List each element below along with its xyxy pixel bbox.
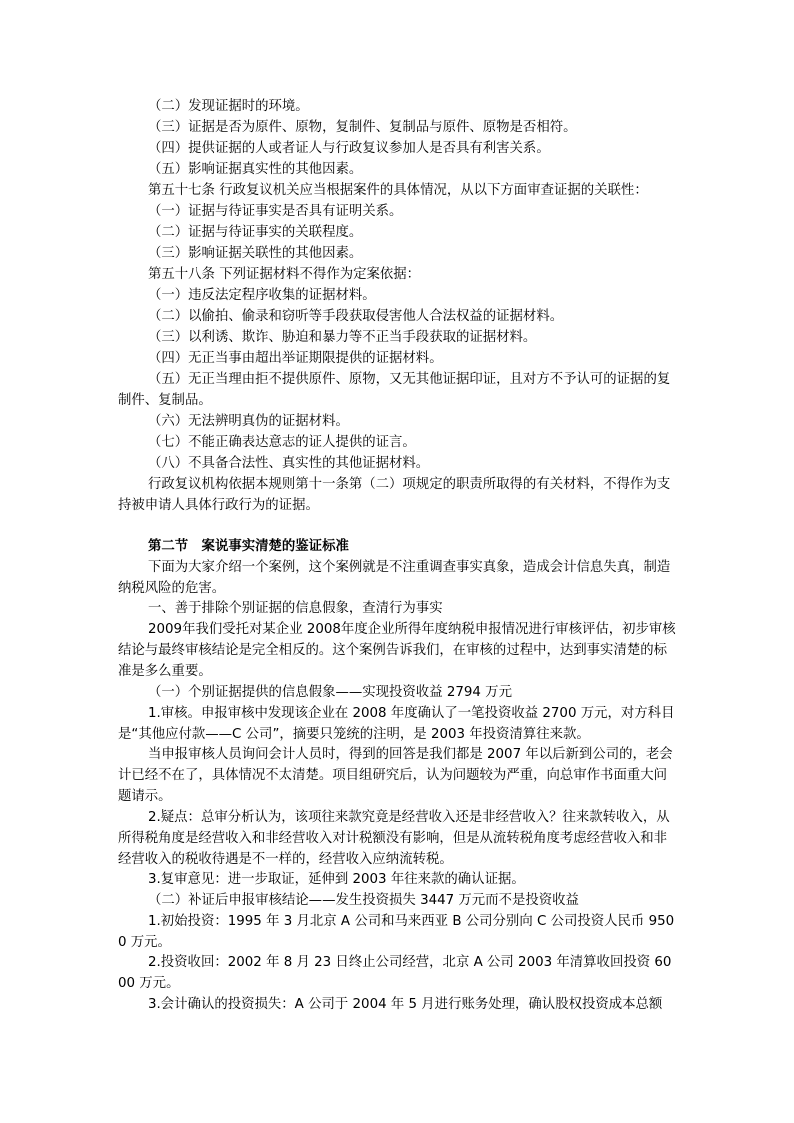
excluded-item-3: （三）以利诱、欺诈、胁迫和暴力等不正当手段获取的证据材料。	[148, 330, 537, 345]
investment-step-3: 3.会计确认的投资损失：A 公司于 2004 年 5 月进行账务处理，确认股权投资成本总额	[148, 997, 663, 1012]
excluded-item-1: （一）违反法定程序收集的证据材料。	[148, 288, 376, 303]
agency-materials-paragraph: 行政复议机构依据本规则第十一条第（二）项规定的职责所取得的有关材料，不得作为支持被申请人具体行政行为的证据。	[118, 477, 671, 513]
condition-item-3: （三）证据是否为原件、原物，复制件、复制品与原件、原物是否相符。	[148, 120, 577, 135]
condition-item-2: （二）发现证据时的环境。	[148, 99, 309, 114]
case-point-1: 一、善于排除个别证据的信息假象，查清行为事实	[148, 601, 443, 616]
excluded-item-5: （五）无正当理由拒不提供原件、原物，又无其他证据印证，且对方不予认可的证据的复制件、复制品。	[118, 372, 671, 408]
section-heading: 第二节 案说事实清楚的鉴证标准	[148, 539, 349, 554]
excluded-item-7: （七）不能正确表达意志的证人提供的证言。	[148, 435, 416, 450]
case-intro: 下面为大家介绍一个案例，这个案例就是不注重调查事实真象，造成会计信息失真，制造纳税风险的危害。	[118, 560, 671, 596]
investment-step-2: 2.投资收回：2002 年 8 月 23 日终止公司经营，北京 A 公司 2003 年清算收回投资 6000 万元。	[118, 955, 672, 991]
relevance-item-2: （二）证据与待证事实的关联程度。	[148, 225, 363, 240]
relevance-item-1: （一）证据与待证事实是否具有证明关系。	[148, 204, 403, 219]
investment-step-1: 1.初始投资：1995 年 3 月北京 A 公司和马来西亚 B 公司分别向 C 公司投资人民币 9500 万元。	[118, 914, 675, 950]
review-step-1: 1.审核。申报审核中发现该企业在 2008 年度确认了一笔投资收益 2700 万元，对方科目是“其他应付款——C 公司”，摘要只笼统的注明，是 2003 年投资清算往来款。	[118, 706, 675, 742]
excluded-item-6: （六）无法辨明真伪的证据材料。	[148, 414, 349, 429]
subsection-1: （一）个别证据提供的信息假象——实现投资收益 2794 万元	[148, 685, 512, 700]
excluded-item-8: （八）不具备合法性、真实性的其他证据材料。	[148, 456, 430, 471]
article-57: 第五十七条 行政复议机关应当根据案件的具体情况，从以下方面审查证据的关联性：	[148, 183, 648, 198]
condition-item-4: （四）提供证据的人或者证人与行政复议参加人是否具有利害关系。	[148, 141, 550, 156]
case-background: 2009年我们受托对某企业 2008年度企业所得年度纳税申报情况进行审核评估，初步审核结论与最终审核结论是完全相反的。这个案例告诉我们，在审核的过程中，达到事实清楚的标准是多么重要。	[118, 622, 676, 679]
excluded-item-4: （四）无正当事由超出举证期限提供的证据材料。	[148, 351, 443, 366]
review-step-2: 2.疑点：总审分析认为，该项往来款究竟是经营收入还是非经营收入？往来款转收入，从所得税角度是经营收入和非经营收入对计税额没有影响，但是从流转税角度考虑经营收入和非经营收入的税收待遇是不一样的，经营收入应纳流转税。	[118, 810, 670, 867]
article-58: 第五十八条 下列证据材料不得作为定案依据：	[148, 267, 421, 282]
relevance-item-3: （三）影响证据关联性的其他因素。	[148, 246, 363, 261]
inquiry-paragraph: 当申报审核人员询问会计人员时，得到的回答是我们都是 2007 年以后新到公司的，老会计已经不在了，具体情况不太清楚。项目组研究后，认为问题较为严重，向总审作书面重大问题请示。	[118, 747, 673, 804]
condition-item-5: （五）影响证据真实性的其他因素。	[148, 162, 363, 177]
review-step-3: 3.复审意见：进一步取证，延伸到 2003 年往来款的确认证据。	[148, 872, 525, 887]
subsection-2: （二）补证后申报审核结论——发生投资损失 3447 万元而不是投资收益	[148, 893, 579, 908]
excluded-item-2: （二）以偷拍、偷录和窃听等手段获取侵害他人合法权益的证据材料。	[148, 309, 564, 324]
